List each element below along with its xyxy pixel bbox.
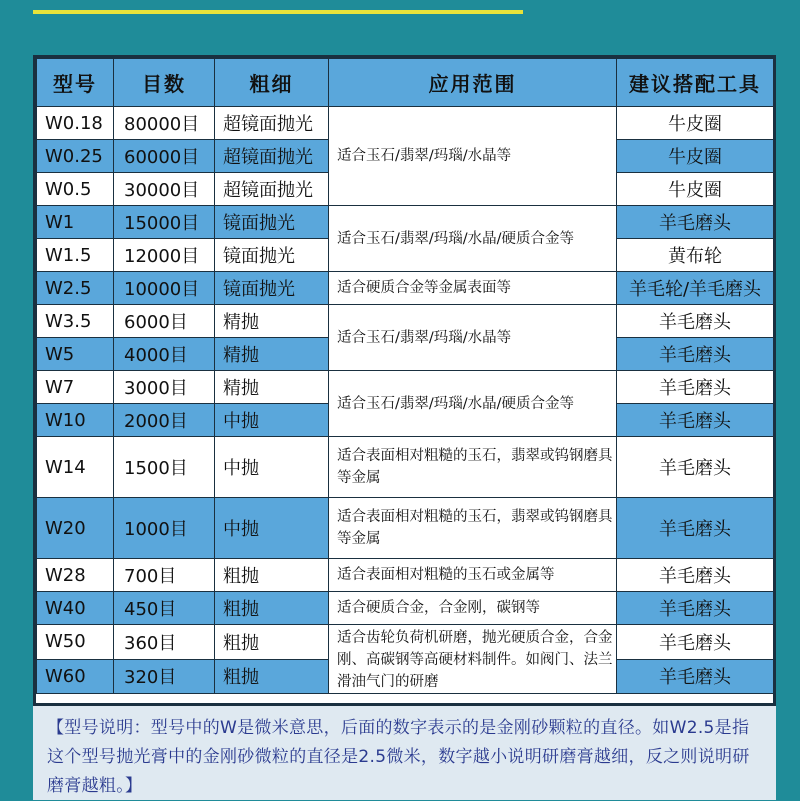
tool-cell: 羊毛磨头 [617, 498, 774, 559]
spec-table [33, 55, 776, 706]
tool-cell: 羊毛磨头 [617, 404, 774, 437]
grade-cell: 中抛 [215, 437, 329, 498]
table-row [37, 305, 774, 338]
tool-cell: 羊毛磨头 [617, 206, 774, 239]
table-row [37, 592, 774, 625]
model-cell: W0.5 [37, 173, 114, 206]
mesh-cell: 15000目 [114, 206, 215, 239]
model-cell: W7 [37, 371, 114, 404]
mesh-cell: 320目 [114, 659, 215, 694]
mesh-cell: 700目 [114, 559, 215, 592]
table-row [37, 625, 774, 660]
tool-cell: 羊毛磨头 [617, 437, 774, 498]
grade-cell: 精抛 [215, 338, 329, 371]
tool-cell: 牛皮圈 [617, 173, 774, 206]
header-application: 应用范围 [329, 59, 617, 107]
header-row [37, 59, 774, 107]
model-cell: W14 [37, 437, 114, 498]
grade-cell: 中抛 [215, 498, 329, 559]
application-cell: 适合玉石/翡翠/玛瑙/水晶/硬质合金等 [329, 206, 617, 272]
mesh-cell: 10000目 [114, 272, 215, 305]
application-cell: 适合表面相对粗糙的玉石，翡翠或钨钢磨具等金属 [329, 498, 617, 559]
model-cell: W2.5 [37, 272, 114, 305]
table-row [37, 559, 774, 592]
tool-cell: 羊毛磨头 [617, 305, 774, 338]
accent-line [33, 10, 523, 14]
table-row [37, 206, 774, 239]
grade-cell: 镜面抛光 [215, 272, 329, 305]
grade-cell: 中抛 [215, 404, 329, 437]
tool-cell: 羊毛磨头 [617, 559, 774, 592]
mesh-cell: 6000目 [114, 305, 215, 338]
tool-cell: 黄布轮 [617, 239, 774, 272]
tool-cell: 羊毛磨头 [617, 659, 774, 694]
model-cell: W28 [37, 559, 114, 592]
grade-cell: 超镜面抛光 [215, 107, 329, 140]
table-row [37, 107, 774, 140]
mesh-cell: 1500目 [114, 437, 215, 498]
application-cell: 适合表面相对粗糙的玉石，翡翠或钨钢磨具等金属 [329, 437, 617, 498]
mesh-cell: 2000目 [114, 404, 215, 437]
grade-cell: 镜面抛光 [215, 239, 329, 272]
model-cell: W60 [37, 659, 114, 694]
mesh-cell: 12000目 [114, 239, 215, 272]
model-cell: W40 [37, 592, 114, 625]
header-mesh: 目数 [114, 59, 215, 107]
application-cell: 适合齿轮负荷机研磨，抛光硬质合金，合金刚、高碳钢等高硬材料制件。如阀门、法兰滑油气门的研磨 [329, 625, 617, 694]
table-row [37, 272, 774, 305]
model-cell: W1.5 [37, 239, 114, 272]
mesh-cell: 3000目 [114, 371, 215, 404]
table-row [37, 371, 774, 404]
table-row [37, 437, 774, 498]
grade-cell: 粗抛 [215, 659, 329, 694]
tool-cell: 羊毛磨头 [617, 625, 774, 660]
grade-cell: 超镜面抛光 [215, 140, 329, 173]
mesh-cell: 4000目 [114, 338, 215, 371]
application-cell: 适合硬质合金，合金刚，碳钢等 [329, 592, 617, 625]
application-cell: 适合玉石/翡翠/玛瑙/水晶等 [329, 305, 617, 371]
model-explanation-note: 【型号说明：型号中的W是微米意思，后面的数字表示的是金刚砂颗粒的直径。如W2.5是指这个型号抛光膏中的金刚砂微粒的直径是2.5微米，数字越小说明研磨膏越细，反之则说明研磨膏越粗。】 [33, 706, 776, 800]
grade-cell: 粗抛 [215, 559, 329, 592]
tool-cell: 羊毛轮/羊毛磨头 [617, 272, 774, 305]
table-row [37, 498, 774, 559]
grade-cell: 粗抛 [215, 592, 329, 625]
grade-cell: 精抛 [215, 305, 329, 338]
header-model: 型号 [37, 59, 114, 107]
grade-cell: 镜面抛光 [215, 206, 329, 239]
model-cell: W0.18 [37, 107, 114, 140]
model-cell: W1 [37, 206, 114, 239]
model-cell: W10 [37, 404, 114, 437]
application-cell: 适合玉石/翡翠/玛瑙/水晶/硬质合金等 [329, 371, 617, 437]
mesh-cell: 1000目 [114, 498, 215, 559]
header-tool: 建议搭配工具 [617, 59, 774, 107]
grade-cell: 超镜面抛光 [215, 173, 329, 206]
application-cell: 适合硬质合金等金属表面等 [329, 272, 617, 305]
mesh-cell: 30000目 [114, 173, 215, 206]
model-cell: W0.25 [37, 140, 114, 173]
tool-cell: 羊毛磨头 [617, 592, 774, 625]
tool-cell: 牛皮圈 [617, 107, 774, 140]
tool-cell: 羊毛磨头 [617, 338, 774, 371]
tool-cell: 牛皮圈 [617, 140, 774, 173]
header-grade: 粗细 [215, 59, 329, 107]
grade-cell: 精抛 [215, 371, 329, 404]
tool-cell: 羊毛磨头 [617, 371, 774, 404]
mesh-cell: 60000目 [114, 140, 215, 173]
model-cell: W50 [37, 625, 114, 660]
application-cell: 适合玉石/翡翠/玛瑙/水晶等 [329, 107, 617, 206]
mesh-cell: 80000目 [114, 107, 215, 140]
mesh-cell: 450目 [114, 592, 215, 625]
application-cell: 适合表面相对粗糙的玉石或金属等 [329, 559, 617, 592]
model-cell: W5 [37, 338, 114, 371]
model-cell: W20 [37, 498, 114, 559]
mesh-cell: 360目 [114, 625, 215, 660]
model-cell: W3.5 [37, 305, 114, 338]
grade-cell: 粗抛 [215, 625, 329, 660]
abrasive-spec-table [36, 58, 774, 694]
